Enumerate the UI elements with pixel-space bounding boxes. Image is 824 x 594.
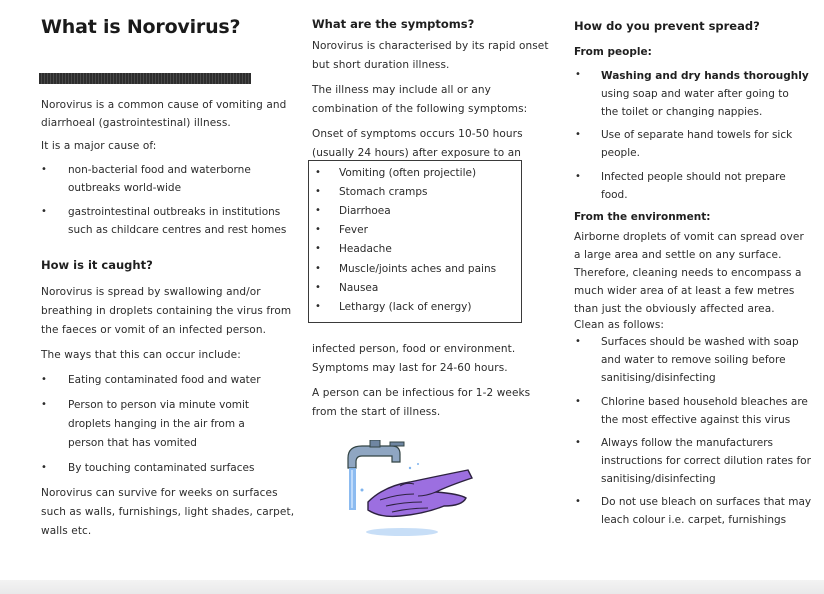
bullet-icon: •	[41, 206, 47, 217]
from-environment-heading: From the environment:	[574, 211, 711, 223]
bullet-icon: •	[315, 205, 321, 216]
symptom-item: Lethargy (lack of energy)	[339, 301, 472, 313]
caught-line-3: the faeces or vomit of an infected person.	[41, 324, 267, 336]
survive-line-3: walls etc.	[41, 525, 92, 537]
people-item-1-line-2: the toilet or changing nappies.	[601, 106, 763, 118]
onset-line-1: Norovirus is characterised by its rapid onset	[312, 40, 549, 52]
bullet-icon: •	[41, 399, 47, 410]
people-item-1-bold: Washing and dry hands thoroughly	[601, 70, 809, 82]
combination-line-2: combination of the following symptoms:	[312, 103, 528, 115]
cause-item-2-line-1: gastrointestinal outbreaks in institutions	[68, 206, 281, 218]
clean-item-4-line-2: leach colour i.e. carpet, furnishings	[601, 514, 787, 526]
bullet-icon: •	[41, 462, 47, 473]
people-item-3-line-1: Infected people should not prepare	[601, 171, 786, 183]
exposure-line-2: (usually 24 hours) after exposure to an	[312, 147, 521, 159]
infected-line-2: Symptoms may last for 24-60 hours.	[312, 362, 508, 374]
clean-lead: Clean as follows:	[574, 319, 665, 331]
env-line-3: Therefore, cleaning needs to encompass a	[574, 267, 802, 279]
bullet-icon: •	[575, 171, 581, 182]
clean-item-2-line-1: Chlorine based household bleaches are	[601, 396, 808, 408]
clean-item-3-line-3: sanitising/disinfecting	[601, 473, 716, 485]
bullet-icon: •	[315, 263, 321, 274]
bullet-icon: •	[575, 129, 581, 140]
clean-item-1-line-1: Surfaces should be washed with soap	[601, 336, 799, 348]
symptom-item: Vomiting (often projectile)	[339, 167, 477, 179]
intro-line-2: diarrhoeal (gastrointestinal) illness.	[41, 117, 231, 129]
clean-item-3-line-2: instructions for correct dilution rates for	[601, 455, 811, 467]
clean-item-2-line-2: the most effective against this virus	[601, 414, 791, 426]
survive-line-1: Norovirus can survive for weeks on surfaces	[41, 487, 278, 499]
way-item-2-line-3: person that has vomited	[68, 437, 197, 449]
env-line-2: a large area and settle on any surface.	[574, 249, 782, 261]
cause-item-2-line-2: such as childcare centres and rest homes	[68, 224, 287, 236]
way-item-2-line-1: Person to person via minute vomit	[68, 399, 250, 411]
symptoms-heading: What are the symptoms?	[312, 17, 475, 31]
infected-line-1: infected person, food or environment.	[312, 343, 516, 355]
symptom-item: Headache	[339, 243, 392, 255]
onset-line-2: but short duration illness.	[312, 59, 450, 71]
exposure-line-1: Onset of symptoms occurs 10-50 hours	[312, 128, 523, 140]
title-divider-bar	[39, 73, 251, 84]
way-item-1: Eating contaminated food and water	[68, 374, 261, 386]
bullet-icon: •	[315, 186, 321, 197]
cause-item-1-line-1: non-bacterial food and waterborne	[68, 164, 251, 176]
cause-item-1-line-2: outbreaks world-wide	[68, 182, 182, 194]
symptom-item: Diarrhoea	[339, 205, 391, 217]
infectious-line-2: from the start of illness.	[312, 406, 441, 418]
caught-heading: How is it caught?	[41, 258, 153, 272]
bullet-icon: •	[315, 282, 321, 293]
caught-line-1: Norovirus is spread by swallowing and/or	[41, 286, 261, 298]
bullet-icon: •	[315, 243, 321, 254]
page-title: What is Norovirus?	[41, 16, 241, 38]
handwashing-under-tap-icon	[340, 440, 480, 540]
intro-line-1: Norovirus is a common cause of vomiting and	[41, 99, 287, 111]
bullet-icon: •	[575, 336, 581, 347]
people-item-1-line-1: using soap and water after going to	[601, 88, 789, 100]
survive-line-2: such as walls, furnishings, light shades, carpet,	[41, 506, 295, 518]
way-item-2-line-2: droplets hanging in the air from a	[68, 418, 245, 430]
symptom-item: Muscle/joints aches and pains	[339, 263, 497, 275]
major-cause-lead: It is a major cause of:	[41, 140, 157, 152]
people-item-3-line-2: food.	[601, 189, 628, 201]
env-line-5: than just the obviously affected area.	[574, 303, 775, 315]
bullet-icon: •	[315, 301, 321, 312]
clean-item-3-line-1: Always follow the manufacturers	[601, 437, 773, 449]
bullet-icon: •	[575, 496, 581, 507]
symptom-item: Nausea	[339, 282, 379, 294]
bullet-icon: •	[315, 224, 321, 235]
way-item-3: By touching contaminated surfaces	[68, 462, 255, 474]
clean-item-4-line-1: Do not use bleach on surfaces that may	[601, 496, 812, 508]
infectious-line-1: A person can be infectious for 1-2 weeks	[312, 387, 531, 399]
bullet-icon: •	[315, 167, 321, 178]
symptom-item: Fever	[339, 224, 368, 236]
caught-line-2: breathing in droplets containing the virus from	[41, 305, 292, 317]
people-item-2-line-1: Use of separate hand towels for sick	[601, 129, 793, 141]
symptom-item: Stomach cramps	[339, 186, 428, 198]
bullet-icon: •	[41, 374, 47, 385]
people-item-2-line-2: people.	[601, 147, 640, 159]
combination-line-1: The illness may include all or any	[312, 84, 491, 96]
env-line-4: much wider area of at least a few metres	[574, 285, 795, 297]
bullet-icon: •	[575, 437, 581, 448]
clean-item-1-line-3: sanitising/disinfecting	[601, 372, 716, 384]
ways-lead: The ways that this can occur include:	[41, 349, 241, 361]
prevent-heading: How do you prevent spread?	[574, 19, 760, 33]
from-people-heading: From people:	[574, 46, 652, 58]
bullet-icon: •	[575, 69, 581, 80]
page-bottom-edge	[0, 580, 824, 594]
bullet-icon: •	[41, 164, 47, 175]
env-line-1: Airborne droplets of vomit can spread over	[574, 231, 804, 243]
bullet-icon: •	[575, 396, 581, 407]
clean-item-1-line-2: and water to remove soiling before	[601, 354, 786, 366]
